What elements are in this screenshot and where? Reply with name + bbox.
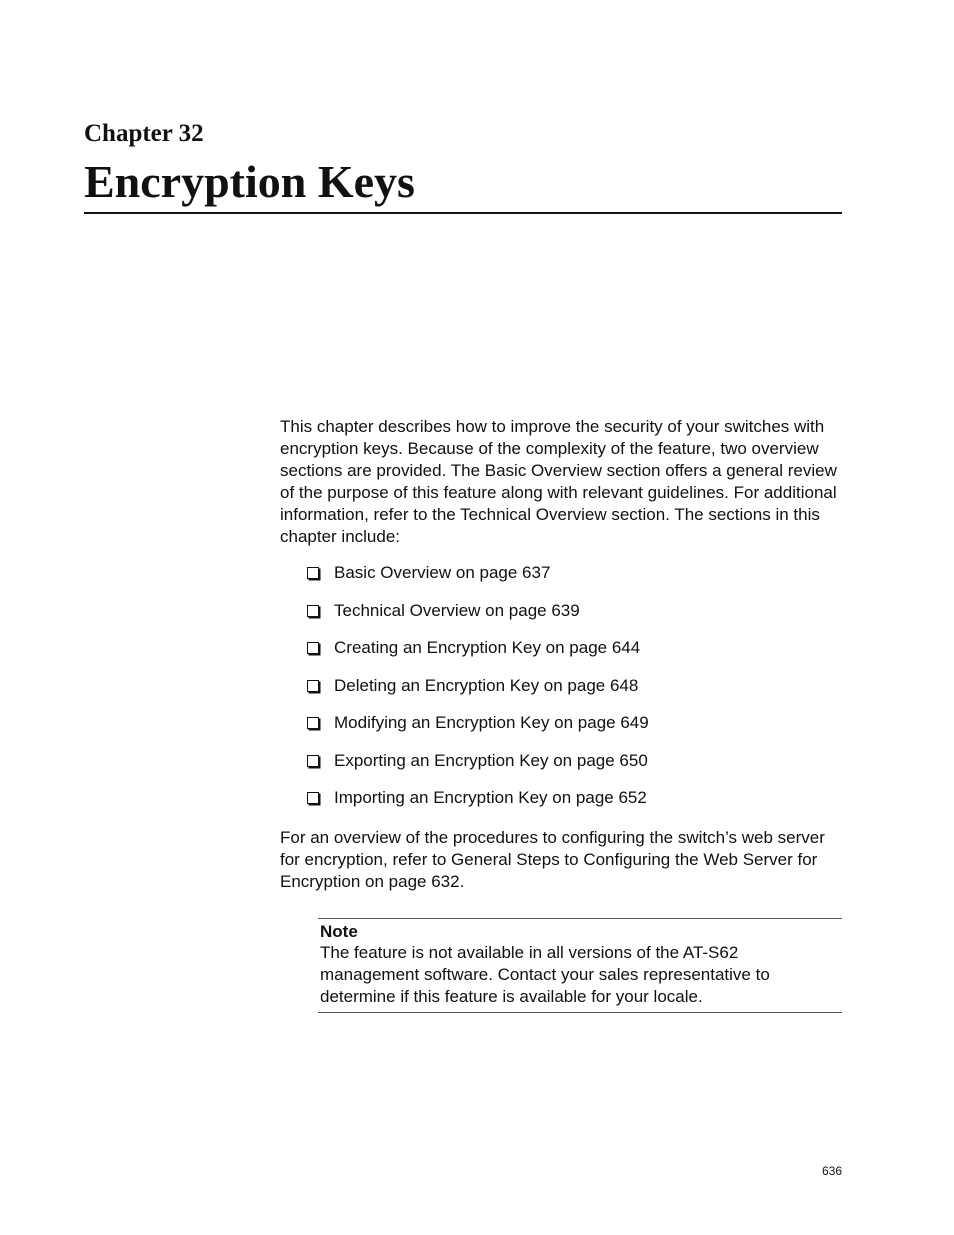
list-item	[307, 674, 649, 712]
checkbox-icon	[307, 642, 319, 654]
section-list	[307, 561, 649, 824]
section-link-technical-overview[interactable]: Technical Overview on page 639	[334, 600, 580, 620]
intro-paragraph: This chapter describes how to improve the security of your switches with encryption keys. Because of the complexity of the feature, two overview sections are provided. The Basic Overview section offers a general review of the purpose of this feature along with relevant guidelines. For additional information, refer to the Technical Overview section. The sections in this chapter include:	[280, 417, 837, 546]
section-link-modifying-key[interactable]: Modifying an Encryption Key on page 649	[334, 713, 649, 732]
list-item	[307, 636, 649, 674]
checkbox-icon	[307, 605, 319, 617]
checkbox-icon	[307, 680, 319, 692]
checkbox-icon	[307, 717, 319, 729]
list-item	[307, 711, 649, 749]
list-item	[307, 561, 649, 599]
note-box	[318, 918, 842, 1013]
section-link-importing-key[interactable]: Importing an Encryption Key on page 652	[334, 788, 647, 807]
note-text: The feature is not available in all versions of the AT-S62 management software. Contact your sales representative to determine if this feature is available for your locale.	[320, 943, 770, 1006]
page-title: Encryption Keys	[84, 156, 415, 207]
checkbox-icon	[307, 567, 319, 579]
section-link-exporting-key[interactable]: Exporting an Encryption Key on page 650	[334, 750, 648, 770]
list-item	[307, 749, 649, 787]
page-number: 636	[821, 1164, 842, 1178]
chapter-label: Chapter 32	[84, 120, 204, 147]
title-divider	[84, 212, 842, 214]
note-heading: Note	[320, 922, 358, 941]
section-link-deleting-key[interactable]: Deleting an Encryption Key on page 648	[334, 675, 639, 695]
section-link-creating-key[interactable]: Creating an Encryption Key on page 644	[334, 638, 641, 657]
section-link-basic-overview[interactable]: Basic Overview on page 637	[334, 563, 551, 582]
list-item	[307, 599, 649, 637]
checkbox-icon	[307, 755, 319, 767]
checkbox-icon	[307, 792, 319, 804]
outro-paragraph: For an overview of the procedures to configuring the switch’s web server for encryption, refer to General Steps to Configuring the Web Server for Encryption on page 632.	[280, 828, 825, 891]
list-item	[307, 786, 649, 824]
